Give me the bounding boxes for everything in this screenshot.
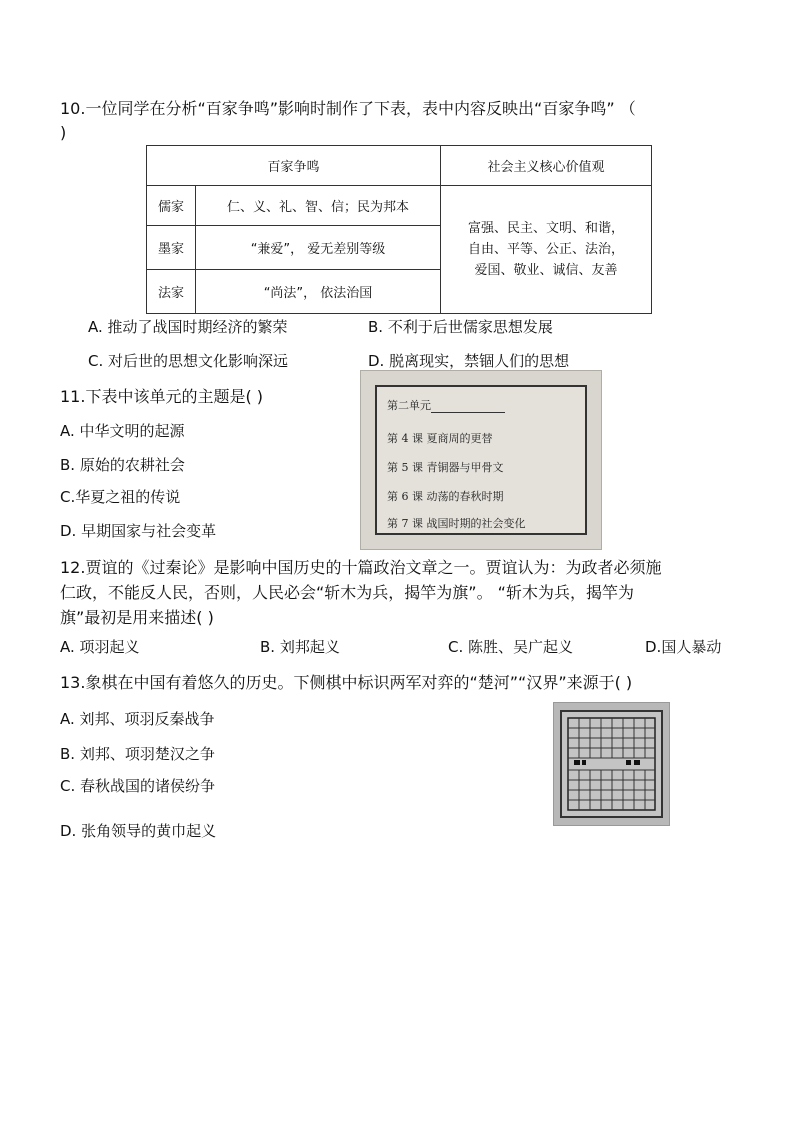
table-header-left: 百家争鸣	[147, 146, 441, 186]
table-content-cell: “尚法”， 依法治国	[196, 270, 441, 314]
table-content-cell: “兼爱”， 爱无差别等级	[196, 226, 441, 270]
values-line: 自由、平等、公正、法治，	[467, 242, 624, 257]
chessboard-icon	[554, 703, 669, 825]
table-school-cell: 法家	[147, 270, 196, 314]
lesson-line: 第 7 课 战国时期的社会变化	[387, 517, 526, 530]
q10-option-b: B. 不利于后世儒家思想发展	[368, 318, 553, 336]
q10-table	[146, 145, 652, 314]
values-line: 富强、民主、文明、和谐，	[467, 221, 624, 236]
q12-option-b: B. 刘邦起义	[260, 638, 340, 656]
q13-stem: 13.象棋在中国有着悠久的历史。下侧棋中标识两军对弈的“楚河”“汉界”来源于( )	[60, 673, 633, 692]
q10-option-c: C. 对后世的思想文化影响深远	[88, 352, 289, 370]
unit-table-image	[360, 370, 602, 550]
q11-stem: 11.下表中该单元的主题是( )	[60, 387, 264, 406]
q12-option-d: D.国人暴动	[645, 638, 722, 656]
q12-option-a: A. 项羽起义	[60, 638, 140, 656]
q11-option-c: C.华夏之祖的传说	[60, 488, 181, 506]
q13-option-b: B. 刘邦、项羽楚汉之争	[60, 745, 215, 763]
q10-stem-line1: 10.一位同学在分析“百家争鸣”影响时制作了下表，表中内容反映出“百家争鸣” （	[60, 99, 636, 118]
unit-title: 第二单元	[387, 399, 431, 412]
q12-option-c: C. 陈胜、吴广起义	[448, 638, 574, 656]
q10-stem-line2: )	[60, 123, 67, 142]
unit-table-frame	[375, 385, 587, 535]
q11-option-d: D. 早期国家与社会变革	[60, 522, 217, 540]
q13-option-a: A. 刘邦、项羽反秦战争	[60, 710, 215, 728]
lesson-line: 第 5 课 青铜器与甲骨文	[387, 461, 504, 474]
values-line: 爱国、敬业、诚信、友善	[474, 263, 618, 278]
q11-option-b: B. 原始的农耕社会	[60, 456, 185, 474]
lesson-line: 第 4 课 夏商周的更替	[387, 432, 493, 445]
chessboard-image	[553, 702, 670, 826]
unit-title-line	[387, 397, 505, 413]
table-school-cell: 墨家	[147, 226, 196, 270]
table-header-right: 社会主义核心价值观	[441, 146, 652, 186]
table-school-cell: 儒家	[147, 186, 196, 226]
table-values-cell	[441, 186, 652, 314]
q10-option-a: A. 推动了战国时期经济的繁荣	[88, 318, 288, 336]
q13-option-c: C. 春秋战国的诸侯纷争	[60, 777, 216, 795]
unit-title-blank	[431, 402, 505, 413]
q12-stem-line2: 仁政，不能反人民，否则，人民必会“斩木为兵，揭竿为旗”。 “斩木为兵，揭竿为	[60, 583, 634, 602]
q11-option-a: A. 中华文明的起源	[60, 422, 185, 440]
q13-option-d: D. 张角领导的黄巾起义	[60, 822, 217, 840]
table-content-cell: 仁、义、礼、智、信；民为邦本	[196, 186, 441, 226]
q10-option-d: D. 脱离现实，禁锢人们的思想	[368, 352, 570, 370]
lesson-line: 第 6 课 动荡的春秋时期	[387, 490, 504, 503]
q12-stem-line3: 旗”最初是用来描述( )	[60, 608, 214, 627]
q12-stem-line1: 12.贾谊的《过秦论》是影响中国历史的十篇政治文章之一。贾谊认为：为政者必须施	[60, 558, 662, 577]
